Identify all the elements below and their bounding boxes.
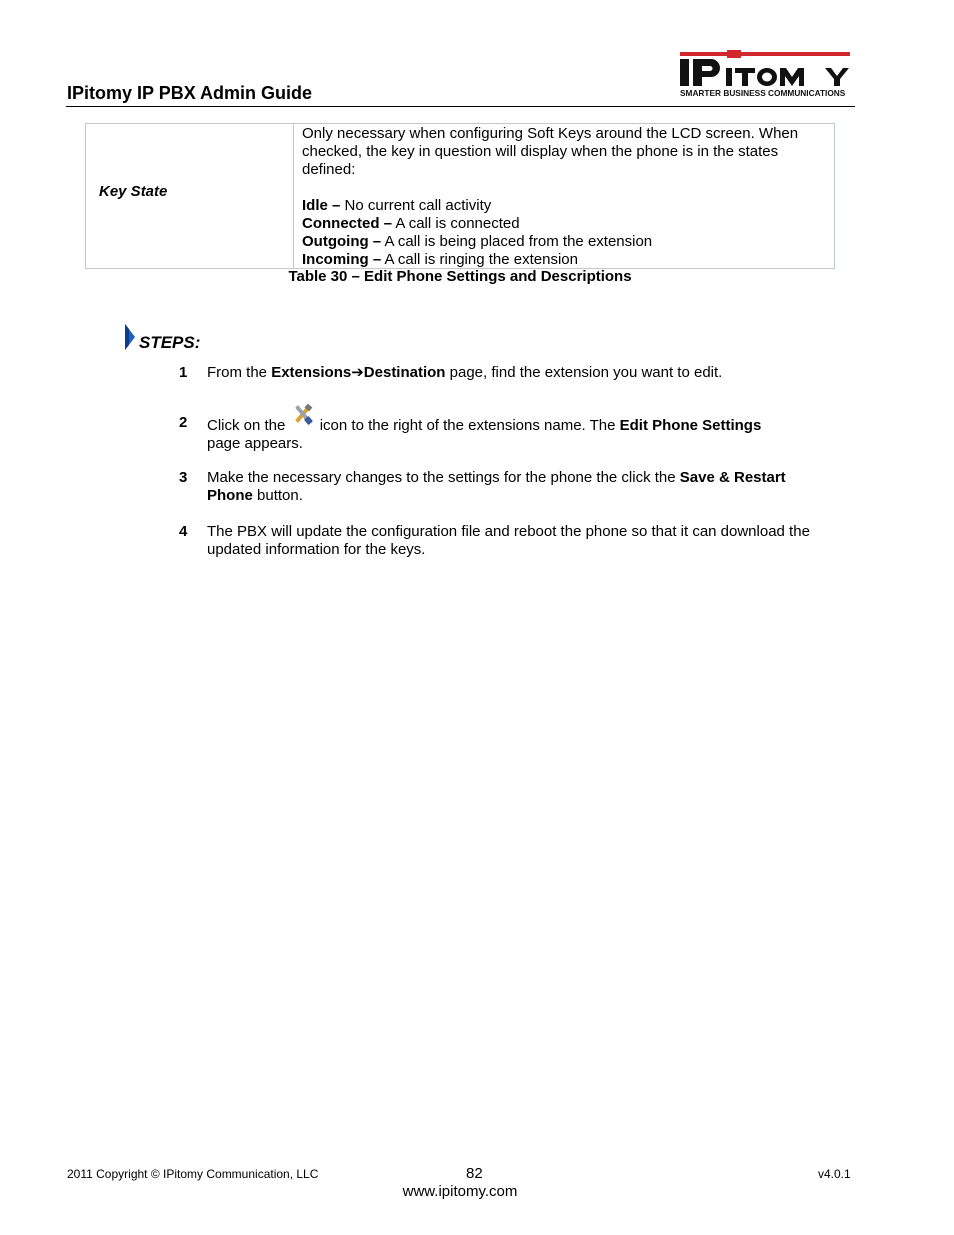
step-number: 1 bbox=[179, 364, 188, 381]
steps-arrow-icon bbox=[124, 324, 136, 355]
step-number: 3 bbox=[179, 469, 188, 486]
state-incoming: Incoming – A call is ringing the extension bbox=[302, 251, 578, 268]
state-outgoing: Outgoing – A call is being placed from the extension bbox=[302, 233, 653, 250]
arrow-right-icon: ➔ bbox=[351, 364, 364, 381]
table-intro: Only necessary when configuring Soft Keys around the LCD screen. When checked, the key in question will display when the phone is in the states defined: bbox=[302, 125, 799, 178]
version-label: v4.0.1 bbox=[818, 1167, 851, 1181]
header-divider bbox=[66, 106, 855, 107]
table-label-cell bbox=[86, 124, 294, 268]
table-label: Key State bbox=[99, 182, 168, 200]
step-number: 2 bbox=[179, 414, 188, 431]
page-number: 82 bbox=[466, 1165, 483, 1182]
table-caption: Table 30 – Edit Phone Settings and Descriptions bbox=[288, 268, 632, 285]
step-text: From the Extensions➔Destination page, find the extension you want to edit. bbox=[207, 364, 723, 381]
table-description-cell bbox=[294, 124, 834, 268]
step-text: Click on the icon to the right of the extensions name. The Edit Phone Settings page appears. bbox=[207, 414, 827, 453]
steps-heading: STEPS: bbox=[139, 333, 201, 352]
state-idle: Idle – No current call activity bbox=[302, 197, 492, 214]
company-logo bbox=[677, 50, 852, 100]
step-text: Make the necessary changes to the settings for the phone the click the Save & Restart Phone button. bbox=[207, 469, 786, 504]
ipitomy-logo-icon bbox=[677, 50, 852, 100]
step-text: The PBX will update the configuration file and reboot the phone so that it can download the updated information for the keys. bbox=[207, 523, 810, 558]
logo-tagline: SMARTER BUSINESS COMMUNICATIONS bbox=[680, 88, 846, 98]
footer-url: www.ipitomy.com bbox=[402, 1183, 518, 1200]
document-title: IPitomy IP PBX Admin Guide bbox=[67, 83, 313, 103]
state-connected: Connected – A call is connected bbox=[302, 215, 520, 232]
step-number: 4 bbox=[179, 523, 188, 540]
settings-table bbox=[85, 123, 835, 269]
footer-copyright: 2011 Copyright © IPitomy Communication, LLC bbox=[67, 1167, 319, 1181]
edit-tools-icon bbox=[290, 414, 316, 432]
